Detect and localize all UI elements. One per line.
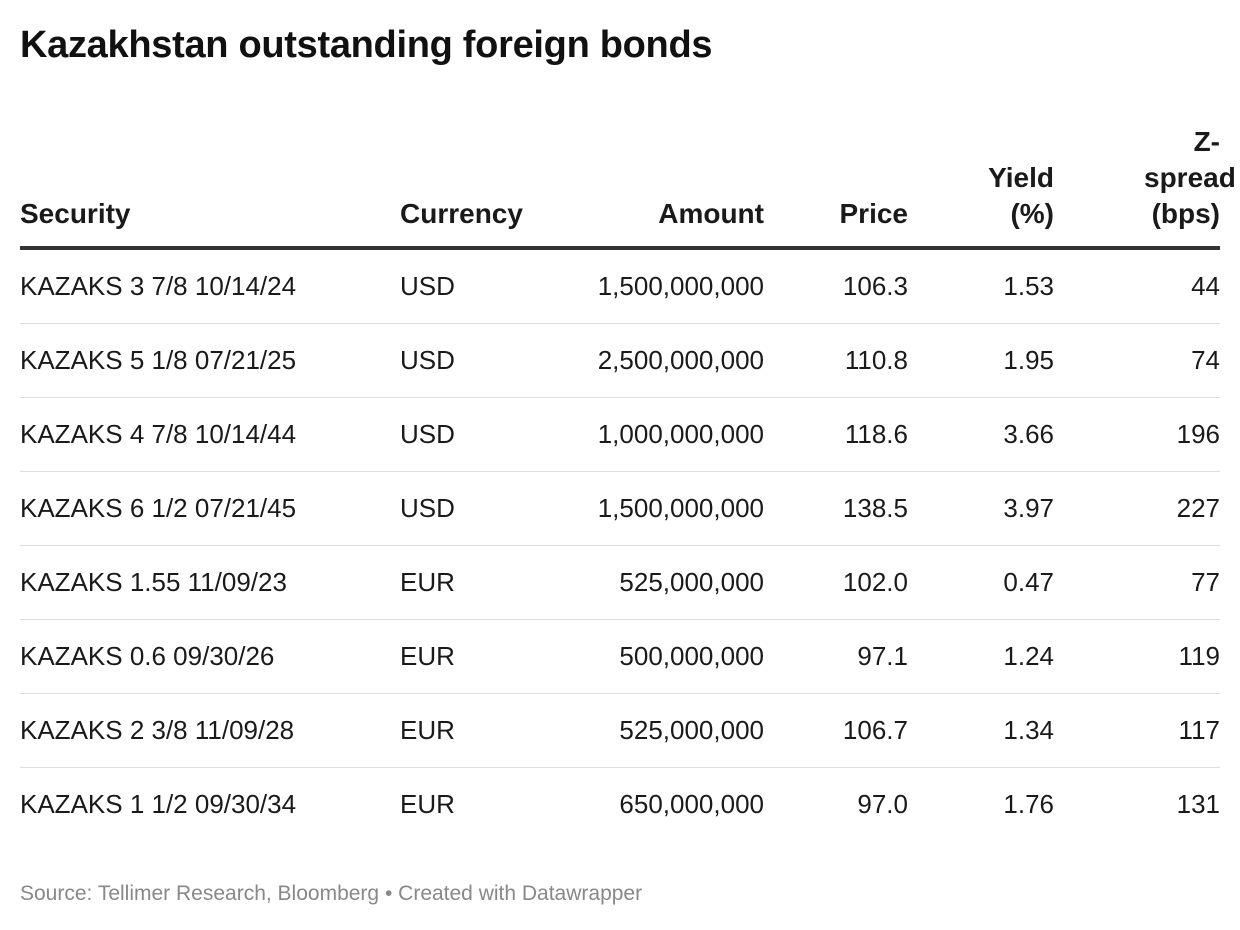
cell-zspread: 131 — [1176, 789, 1220, 819]
table-row — [20, 248, 1220, 324]
cell-amount: 1,500,000,000 — [580, 248, 764, 324]
cell-yield: 1.24 — [908, 620, 1054, 694]
cell-amount: 650,000,000 — [619, 789, 764, 819]
header-zspread — [1054, 124, 1236, 248]
header-amount: Amount — [580, 124, 764, 248]
table-row — [20, 398, 1220, 472]
header-yield — [908, 124, 1054, 248]
cell-currency: EUR — [400, 694, 580, 768]
cell-price: 97.0 — [857, 789, 908, 819]
page-title: Kazakhstan outstanding foreign bonds — [20, 24, 713, 66]
footer-separator: • — [384, 882, 393, 905]
cell-currency: EUR — [400, 546, 580, 620]
cell-zspread: 227 — [1054, 472, 1220, 546]
cell-zspread: 196 — [1054, 398, 1220, 472]
header-currency: Currency — [400, 124, 580, 248]
table-row — [20, 546, 1220, 620]
table-row — [20, 324, 1220, 398]
cell-security: KAZAKS 3 7/8 10/14/24 — [20, 248, 400, 324]
header-security: Security — [20, 124, 400, 248]
cell-zspread: 117 — [1054, 694, 1220, 768]
source-footer — [20, 882, 642, 906]
cell-amount: 525,000,000 — [580, 546, 764, 620]
cell-yield: 1.76 — [1003, 789, 1054, 819]
cell-yield: 1.53 — [908, 248, 1054, 324]
header-yield-label: Yield (%) — [988, 162, 1054, 229]
cell-zspread: 77 — [1054, 546, 1220, 620]
table-row — [20, 620, 1220, 694]
cell-currency: USD — [400, 472, 580, 546]
bonds-table — [20, 124, 1236, 841]
cell-zspread: 44 — [1054, 248, 1220, 324]
cell-security: KAZAKS 0.6 09/30/26 — [20, 620, 400, 694]
cell-price: 110.8 — [764, 324, 908, 398]
credit-text: Created with Datawrapper — [398, 882, 643, 905]
cell-security: KAZAKS 4 7/8 10/14/44 — [20, 398, 400, 472]
cell-price: 106.7 — [764, 694, 908, 768]
cell-amount: 500,000,000 — [580, 620, 764, 694]
cell-yield: 3.97 — [908, 472, 1054, 546]
table-row — [20, 768, 1220, 842]
cell-yield: 1.34 — [908, 694, 1054, 768]
cell-security: KAZAKS 2 3/8 11/09/28 — [20, 694, 400, 768]
cell-security: KAZAKS 1 1/2 09/30/34 — [20, 789, 297, 819]
cell-currency: USD — [400, 398, 580, 472]
table-header-row — [20, 124, 1220, 248]
table-row — [20, 472, 1220, 546]
cell-yield: 1.95 — [908, 324, 1054, 398]
cell-amount: 1,500,000,000 — [580, 472, 764, 546]
cell-amount: 2,500,000,000 — [580, 324, 764, 398]
cell-zspread: 119 — [1054, 620, 1220, 694]
table-row — [20, 694, 1220, 768]
cell-currency: USD — [400, 324, 580, 398]
cell-price: 118.6 — [764, 398, 908, 472]
cell-currency: EUR — [400, 789, 455, 819]
source-text: Source: Tellimer Research, Bloomberg — [20, 882, 380, 905]
header-price: Price — [764, 124, 908, 248]
header-zspread-label: Z-spread (bps) — [1144, 126, 1236, 229]
cell-zspread: 74 — [1054, 324, 1220, 398]
cell-yield: 0.47 — [908, 546, 1054, 620]
cell-price: 106.3 — [764, 248, 908, 324]
cell-amount: 525,000,000 — [580, 694, 764, 768]
cell-currency: EUR — [400, 620, 580, 694]
cell-yield: 3.66 — [908, 398, 1054, 472]
cell-amount: 1,000,000,000 — [580, 398, 764, 472]
cell-price: 97.1 — [764, 620, 908, 694]
cell-currency: USD — [400, 248, 580, 324]
cell-security: KAZAKS 1.55 11/09/23 — [20, 546, 400, 620]
cell-security: KAZAKS 5 1/8 07/21/25 — [20, 324, 400, 398]
cell-security: KAZAKS 6 1/2 07/21/45 — [20, 472, 400, 546]
cell-price: 102.0 — [764, 546, 908, 620]
cell-price: 138.5 — [764, 472, 908, 546]
